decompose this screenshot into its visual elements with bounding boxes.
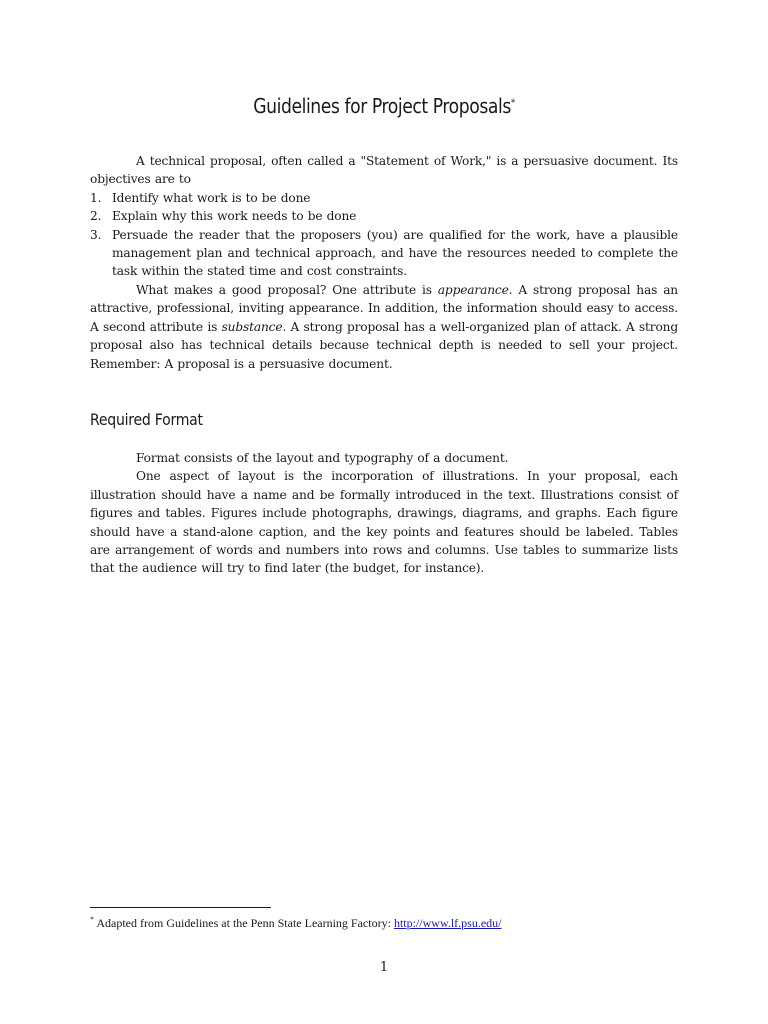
list-item-text: Persuade the reader that the proposers (you) are qualified for the work, have a plausible management plan and technical approach, and have the resources needed to complete the task within the stated time and cost constraints. <box>112 227 678 279</box>
section-heading: Required Format <box>90 410 203 429</box>
list-number: 2. <box>90 209 102 224</box>
list-item-text: Explain why this work needs to be done <box>112 209 357 224</box>
list-number: 1. <box>90 190 102 205</box>
emphasis-appearance: appearance <box>437 283 509 297</box>
footnote-text: Adapted from Guidelines at the Penn State Learning Factory: <box>94 916 394 930</box>
title-footnote-marker: * <box>510 97 515 109</box>
text-run: What makes a good proposal? One attribute is <box>136 283 438 297</box>
list-item <box>90 207 678 225</box>
format-paragraph-2: One aspect of layout is the incorporation of illustrations. In your proposal, each illustration should have a name and be formally introduced in the text. Illustrations consist of figures and tables. Figures include photographs, drawings, diagrams, and graphs. Each figure should have a stand-alone caption, and the key points and features should be labeled. Tables are arrangement of words and numbers into rows and columns. Use tables to summarize lists that the audience will try to find later (the budget, for instance). <box>90 469 678 576</box>
list-item <box>90 226 678 281</box>
format-section <box>90 449 678 578</box>
objectives-list <box>90 189 678 281</box>
intro-paragraph: A technical proposal, often called a "Statement of Work," is a persuasive document. Its objectives are to <box>90 154 678 187</box>
footnote-marker: * <box>90 915 94 924</box>
text-run: . A strong proposal has an attractive, professional, inviting appearance. In addition, the information should easy to access. A second attribute is <box>90 283 679 334</box>
format-paragraph-1: Format consists of the layout and typography of a document. <box>136 451 509 465</box>
footnote <box>90 915 678 931</box>
emphasis-substance: substance <box>221 319 283 334</box>
title-text: Guidelines for Project Proposals <box>253 94 511 118</box>
list-item <box>90 189 678 207</box>
intro-section <box>90 152 678 281</box>
page-number: 1 <box>379 960 389 975</box>
text-run: . A strong proposal has a well-organized plan of attack. A strong proposal also has technical details because technical depth is needed to sell your project. Remember: A proposal is a persuasive document. <box>90 319 678 371</box>
good-proposal-section <box>90 281 678 373</box>
list-number: 3. <box>90 227 102 242</box>
document-page <box>90 0 678 1024</box>
page-title <box>131 94 637 118</box>
list-item-text: Identify what work is to be done <box>112 190 311 205</box>
good-proposal-paragraph <box>90 281 678 373</box>
footnote-divider <box>90 907 271 908</box>
footnote-link[interactable]: http://www.lf.psu.edu/ <box>393 916 502 930</box>
